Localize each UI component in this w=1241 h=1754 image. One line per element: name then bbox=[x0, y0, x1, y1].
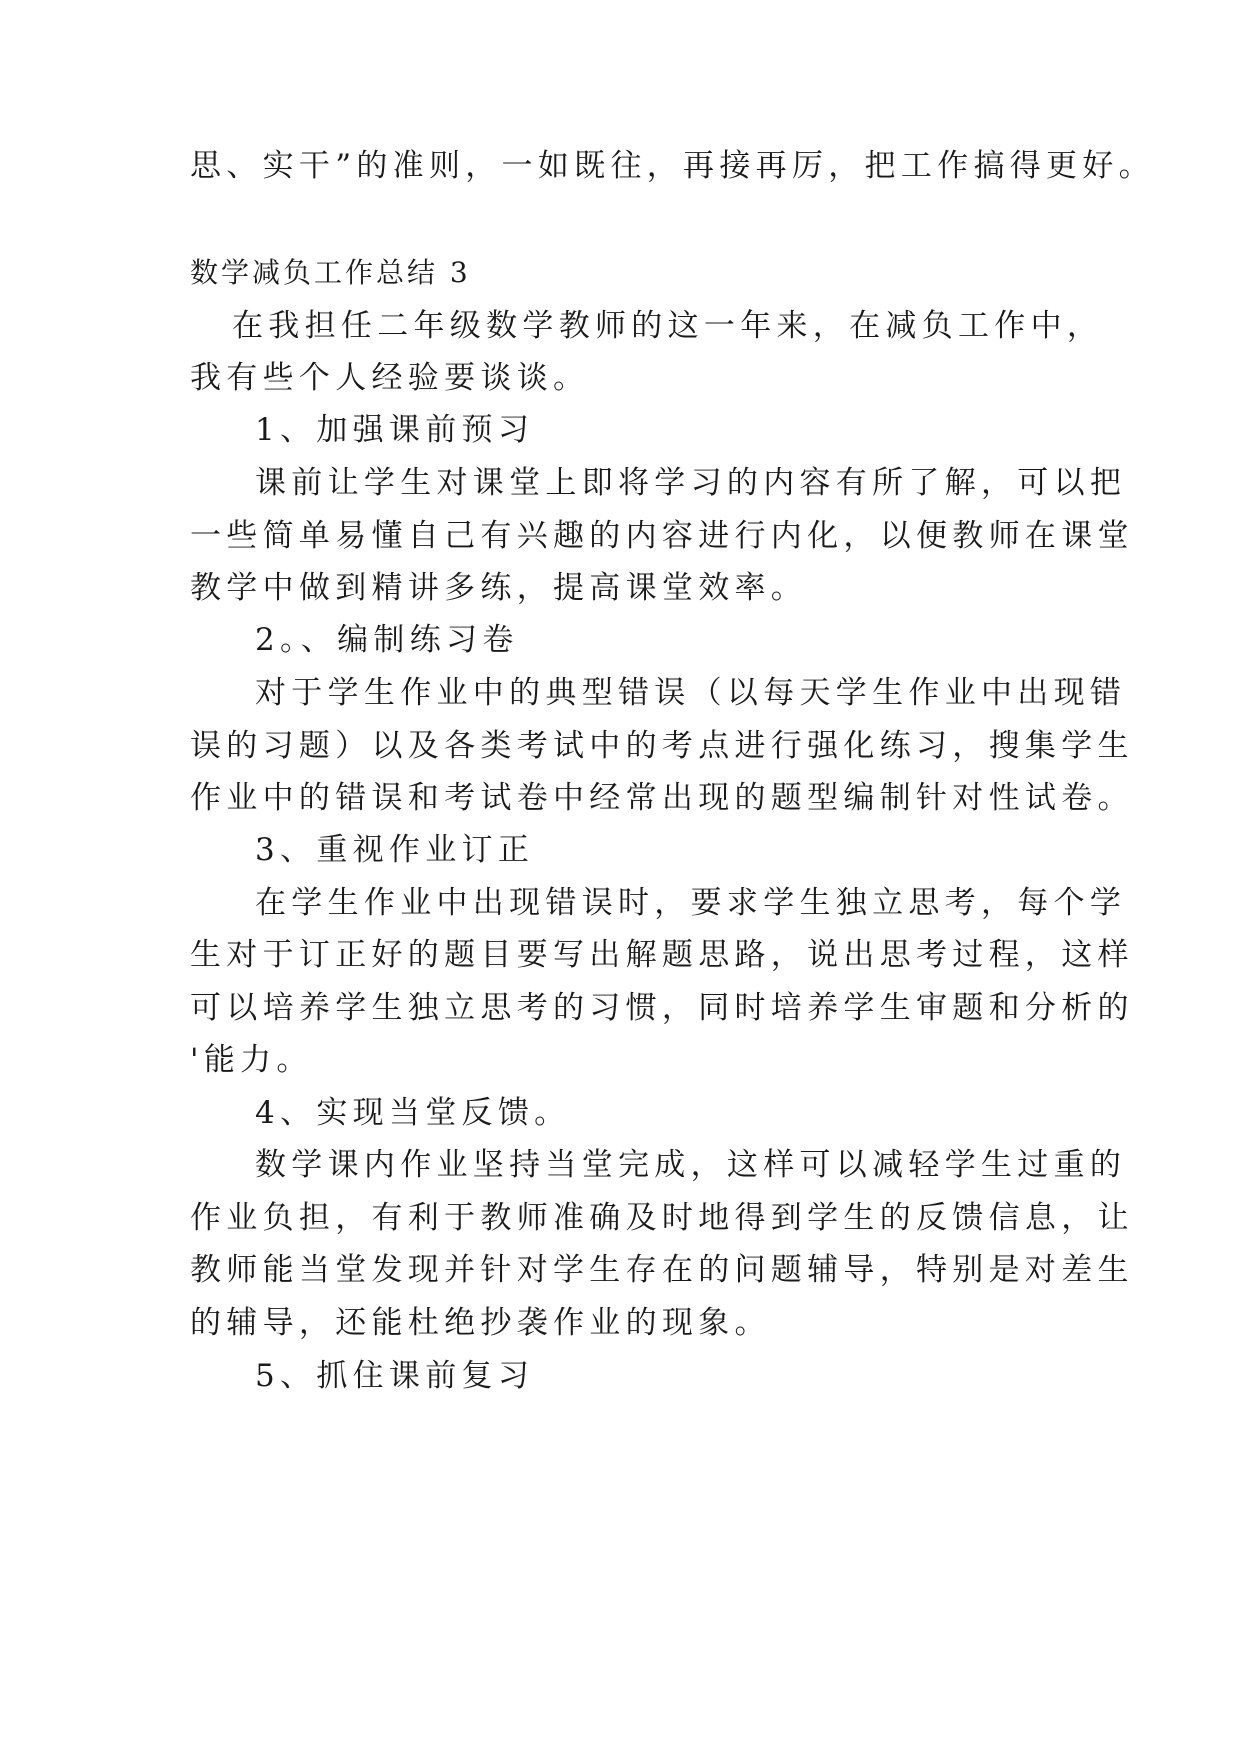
paragraph-line: 误的习题）以及各类考试中的考点进行强化练习，搜集学生 bbox=[190, 728, 1134, 764]
paragraph-line: 作业负担，有利于教师准确及时地得到学生的反馈信息，让 bbox=[190, 1200, 1134, 1236]
paragraph-line: 一些简单易懂自己有兴趣的内容进行内化，以便教师在课堂 bbox=[190, 518, 1134, 554]
list-item-heading: 4、实现当堂反馈。 bbox=[255, 1095, 571, 1131]
paragraph-line: 数学课内作业坚持当堂完成，这样可以减轻学生过重的 bbox=[255, 1147, 1127, 1183]
paragraph-line: 思、实干”的准则，一如既往，再接再厉，把工作搞得更好。 bbox=[190, 148, 1155, 184]
list-item-heading: 2。、编制练习卷 bbox=[255, 622, 519, 658]
paragraph-line: '能力。 bbox=[190, 1042, 313, 1078]
paragraph-line: 作业中的错误和考试卷中经常出现的题型编制针对性试卷。 bbox=[190, 780, 1134, 816]
section-heading: 数学减负工作总结 3 bbox=[190, 256, 471, 289]
paragraph-line: 生对于订正好的题目要写出解题思路，说出思考过程，这样 bbox=[190, 937, 1134, 973]
paragraph-line: 的辅导，还能杜绝抄袭作业的现象。 bbox=[190, 1305, 771, 1341]
paragraph-line: 教师能当堂发现并针对学生存在的问题辅导，特别是对差生 bbox=[190, 1252, 1134, 1288]
paragraph-line: 对于学生作业中的典型错误（以每天学生作业中出现错 bbox=[255, 675, 1127, 711]
list-item-heading: 1、加强课前预习 bbox=[255, 412, 535, 448]
paragraph-line: 在学生作业中出现错误时，要求学生独立思考，每个学 bbox=[255, 885, 1127, 921]
paragraph-line: 教学中做到精讲多练，提高课堂效率。 bbox=[190, 570, 808, 606]
list-item-heading: 3、重视作业订正 bbox=[255, 832, 535, 868]
paragraph-line: 课前让学生对课堂上即将学习的内容有所了解，可以把 bbox=[255, 465, 1127, 501]
paragraph-line: 我有些个人经验要谈谈。 bbox=[190, 360, 590, 396]
paragraph-line: 可以培养学生独立思考的习惯，同时培养学生审题和分析的 bbox=[190, 990, 1134, 1026]
list-item-heading: 5、抓住课前复习 bbox=[255, 1358, 535, 1394]
paragraph-line: 在我担任二年级数学教师的这一年来，在减负工作中， bbox=[232, 308, 1104, 344]
